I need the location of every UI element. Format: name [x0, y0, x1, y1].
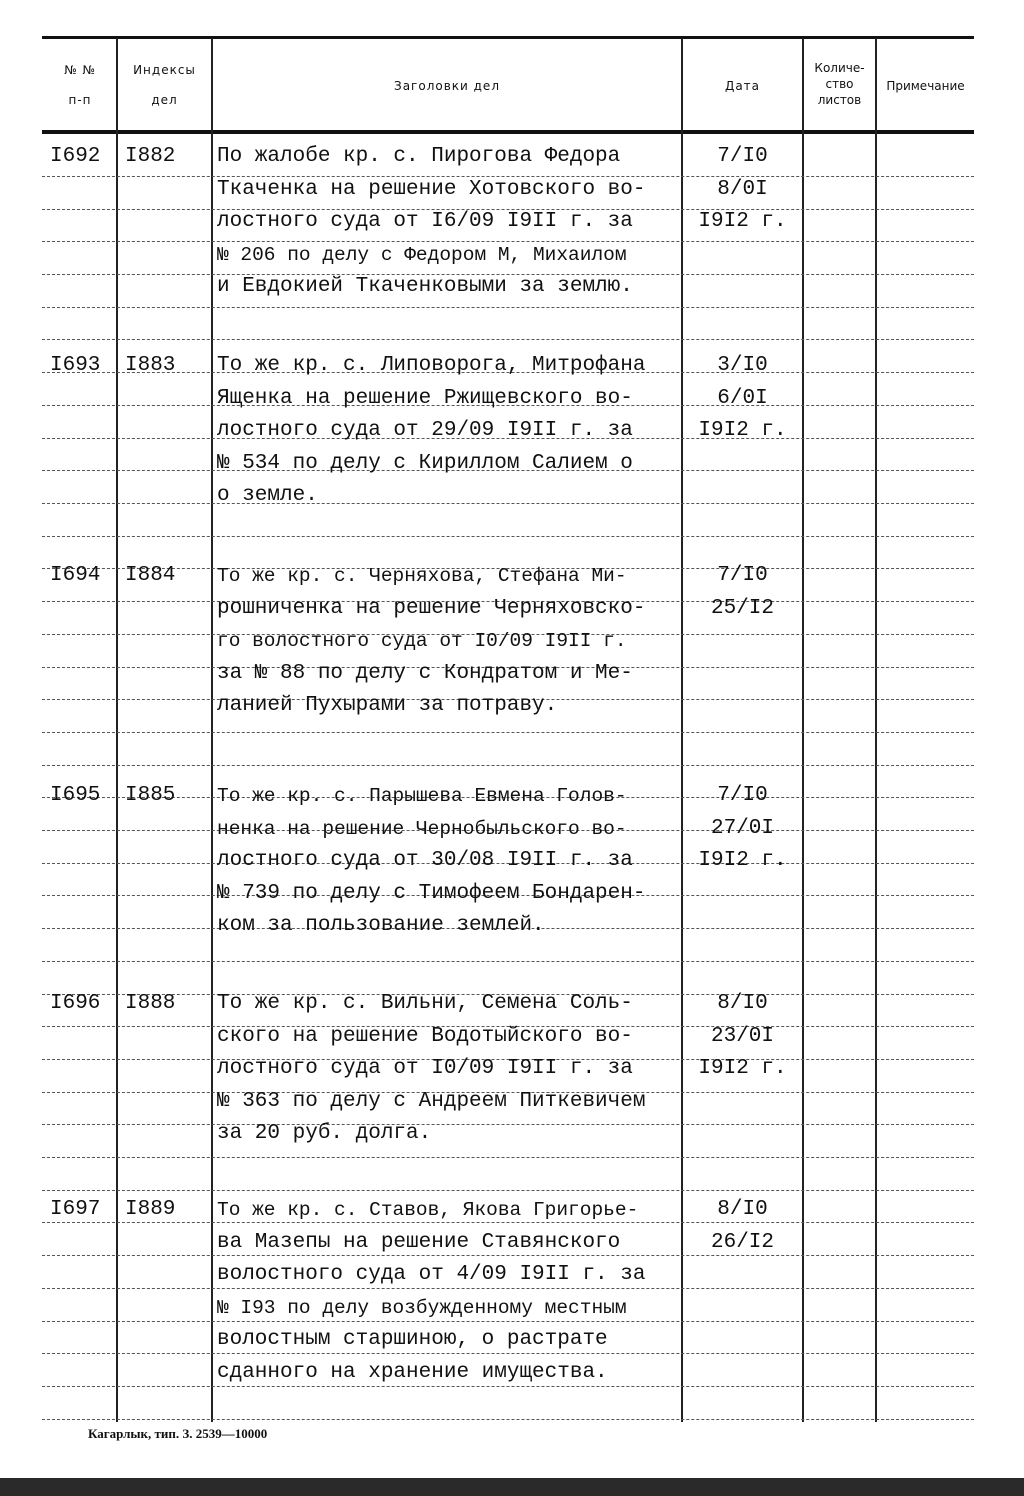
- entry-number: I693: [50, 354, 101, 377]
- printer-imprint: Кагарлык, тип. З. 2539—10000: [88, 1426, 268, 1441]
- entry-date-line: 7/I0: [717, 564, 768, 587]
- entry-index: I884: [125, 564, 176, 587]
- entry-title-line: лостного суда от 30/08 I9II г. за: [217, 849, 633, 872]
- entry-date-line: 6/0I: [717, 387, 768, 410]
- header-title-text: Заголовки дел: [394, 79, 500, 93]
- header-count: [804, 60, 875, 108]
- entry-index: I889: [125, 1198, 176, 1221]
- entry-title-line: № 363 по делу с Андреем Питкевичем: [217, 1090, 646, 1113]
- entry-title-line: волостного суда от 4/09 I9II г. за: [217, 1263, 646, 1286]
- entry-date-line: 7/I0: [717, 145, 768, 168]
- entry-title-line: По жалобе кр. с. Пирогова Федора: [217, 145, 621, 168]
- col-divider-1: [116, 38, 118, 1422]
- entry-title-line: го волостного суда от I0/09 I9II г.: [217, 630, 627, 652]
- entry-title-line: № I93 по делу возбужденному местным: [217, 1297, 627, 1319]
- header-index-line2: дел: [151, 93, 178, 107]
- entry-date-line: I9I2 г.: [698, 419, 787, 442]
- entry-title-line: № 739 по делу с Тимофеем Бондарен-: [217, 882, 646, 905]
- header-count-line2: ство: [825, 77, 854, 91]
- entry-index: I885: [125, 784, 176, 807]
- ruling-line: [42, 1157, 974, 1158]
- ruling-line: [42, 1419, 974, 1420]
- header-count-line3: листов: [817, 93, 862, 107]
- header-date-text: Дата: [724, 79, 761, 93]
- header-num: [44, 62, 116, 108]
- entry-date-line: 25/I2: [710, 597, 774, 620]
- entry-title-line: № 206 по делу с Федором М, Михаилом: [217, 244, 627, 266]
- entry-number: I696: [50, 992, 101, 1015]
- entry-title-line: № 534 по делу с Кириллом Салием о: [217, 452, 633, 475]
- header-num-line1: № №: [64, 63, 96, 77]
- entry-title-line: лостного суда от 29/09 I9II г. за: [217, 419, 633, 442]
- entry-title-line: сданного на хранение имущества.: [217, 1361, 608, 1384]
- entry-date-line: 26/I2: [710, 1231, 774, 1254]
- col-divider-2: [211, 38, 213, 1422]
- entry-number: I695: [50, 784, 101, 807]
- header-note-text: Примечание: [886, 79, 965, 93]
- entry-title-line: ского на решение Водотыйского во-: [217, 1025, 633, 1048]
- ruling-line: [42, 307, 974, 308]
- entry-title-line: То же кр. с. Черняхова, Стефана Ми-: [217, 565, 627, 587]
- entry-date-line: 7/I0: [717, 784, 768, 807]
- col-divider-4: [802, 38, 804, 1422]
- entry-date-line: 23/0I: [710, 1025, 774, 1048]
- entry-title-line: волостным старшиною, о растрате: [217, 1328, 608, 1351]
- entry-title-line: ва Мазепы на решение Ставянского: [217, 1231, 621, 1254]
- ruling-line: [42, 339, 974, 340]
- col-divider-5: [875, 38, 877, 1422]
- entry-date-line: 8/0I: [717, 178, 768, 201]
- entry-index: I883: [125, 354, 176, 377]
- ruling-line: [42, 961, 974, 962]
- entry-index: I888: [125, 992, 176, 1015]
- entry-date-line: I9I2 г.: [698, 210, 787, 233]
- entry-date-line: 3/I0: [717, 354, 768, 377]
- entry-title-line: То же кр. с. Парышева Евмена Голов-: [217, 785, 627, 807]
- scan-bottom-edge: [0, 1478, 1024, 1496]
- ruling-line: [42, 536, 974, 537]
- entry-number: I694: [50, 564, 101, 587]
- entry-title-line: Ященка на решение Ржищевского во-: [217, 387, 633, 410]
- entry-index: I882: [125, 145, 176, 168]
- entry-date-line: 8/I0: [717, 1198, 768, 1221]
- ruling-line: [42, 732, 974, 733]
- entry-number: I692: [50, 145, 101, 168]
- entry-title-line: за 20 руб. долга.: [217, 1122, 432, 1145]
- ruling-line: [42, 765, 974, 766]
- entry-title-line: лостного суда от I6/09 I9II г. за: [217, 210, 633, 233]
- header-index: [118, 62, 211, 108]
- entry-date-line: 8/I0: [717, 992, 768, 1015]
- entry-title-line: рошниченка на решение Черняховско-: [217, 597, 646, 620]
- table-top-border: [42, 36, 974, 39]
- ruling-line: [42, 1190, 974, 1191]
- ruling-line: [42, 503, 974, 504]
- entry-title-line: за № 88 по делу с Кондратом и Ме-: [217, 662, 633, 685]
- entry-title-line: То же кр. с. Вильни, Семена Соль-: [217, 992, 633, 1015]
- ruling-line: [42, 1124, 974, 1125]
- entry-title-line: ненка на решение Чернобыльского во-: [217, 818, 627, 840]
- entry-title-line: ком за пользование землей.: [217, 914, 545, 937]
- header-title: [213, 78, 681, 94]
- header-index-line1: Индексы: [133, 63, 196, 77]
- entry-date-line: I9I2 г.: [698, 849, 787, 872]
- entry-date-line: I9I2 г.: [698, 1057, 787, 1080]
- entry-number: I697: [50, 1198, 101, 1221]
- entry-title-line: То же кр. с. Ставов, Якова Григорье-: [217, 1199, 639, 1221]
- entry-title-line: ланией Пухырами за потраву.: [217, 694, 558, 717]
- entry-date-line: 27/0I: [710, 817, 774, 840]
- entry-title-line: То же кр. с. Липоворога, Митрофана: [217, 354, 646, 377]
- entry-title-line: Ткаченка на решение Хотовского во-: [217, 178, 646, 201]
- entry-title-line: лостного суда от I0/09 I9II г. за: [217, 1057, 633, 1080]
- header-bottom-border: [42, 130, 974, 134]
- header-date: [683, 78, 802, 94]
- entry-title-line: о земле.: [217, 484, 318, 507]
- header-num-line2: п-п: [68, 93, 92, 107]
- header-note: [877, 78, 974, 94]
- entry-title-line: и Евдокией Ткаченковыми за землю.: [217, 275, 633, 298]
- header-count-line1: Количе-: [814, 61, 865, 75]
